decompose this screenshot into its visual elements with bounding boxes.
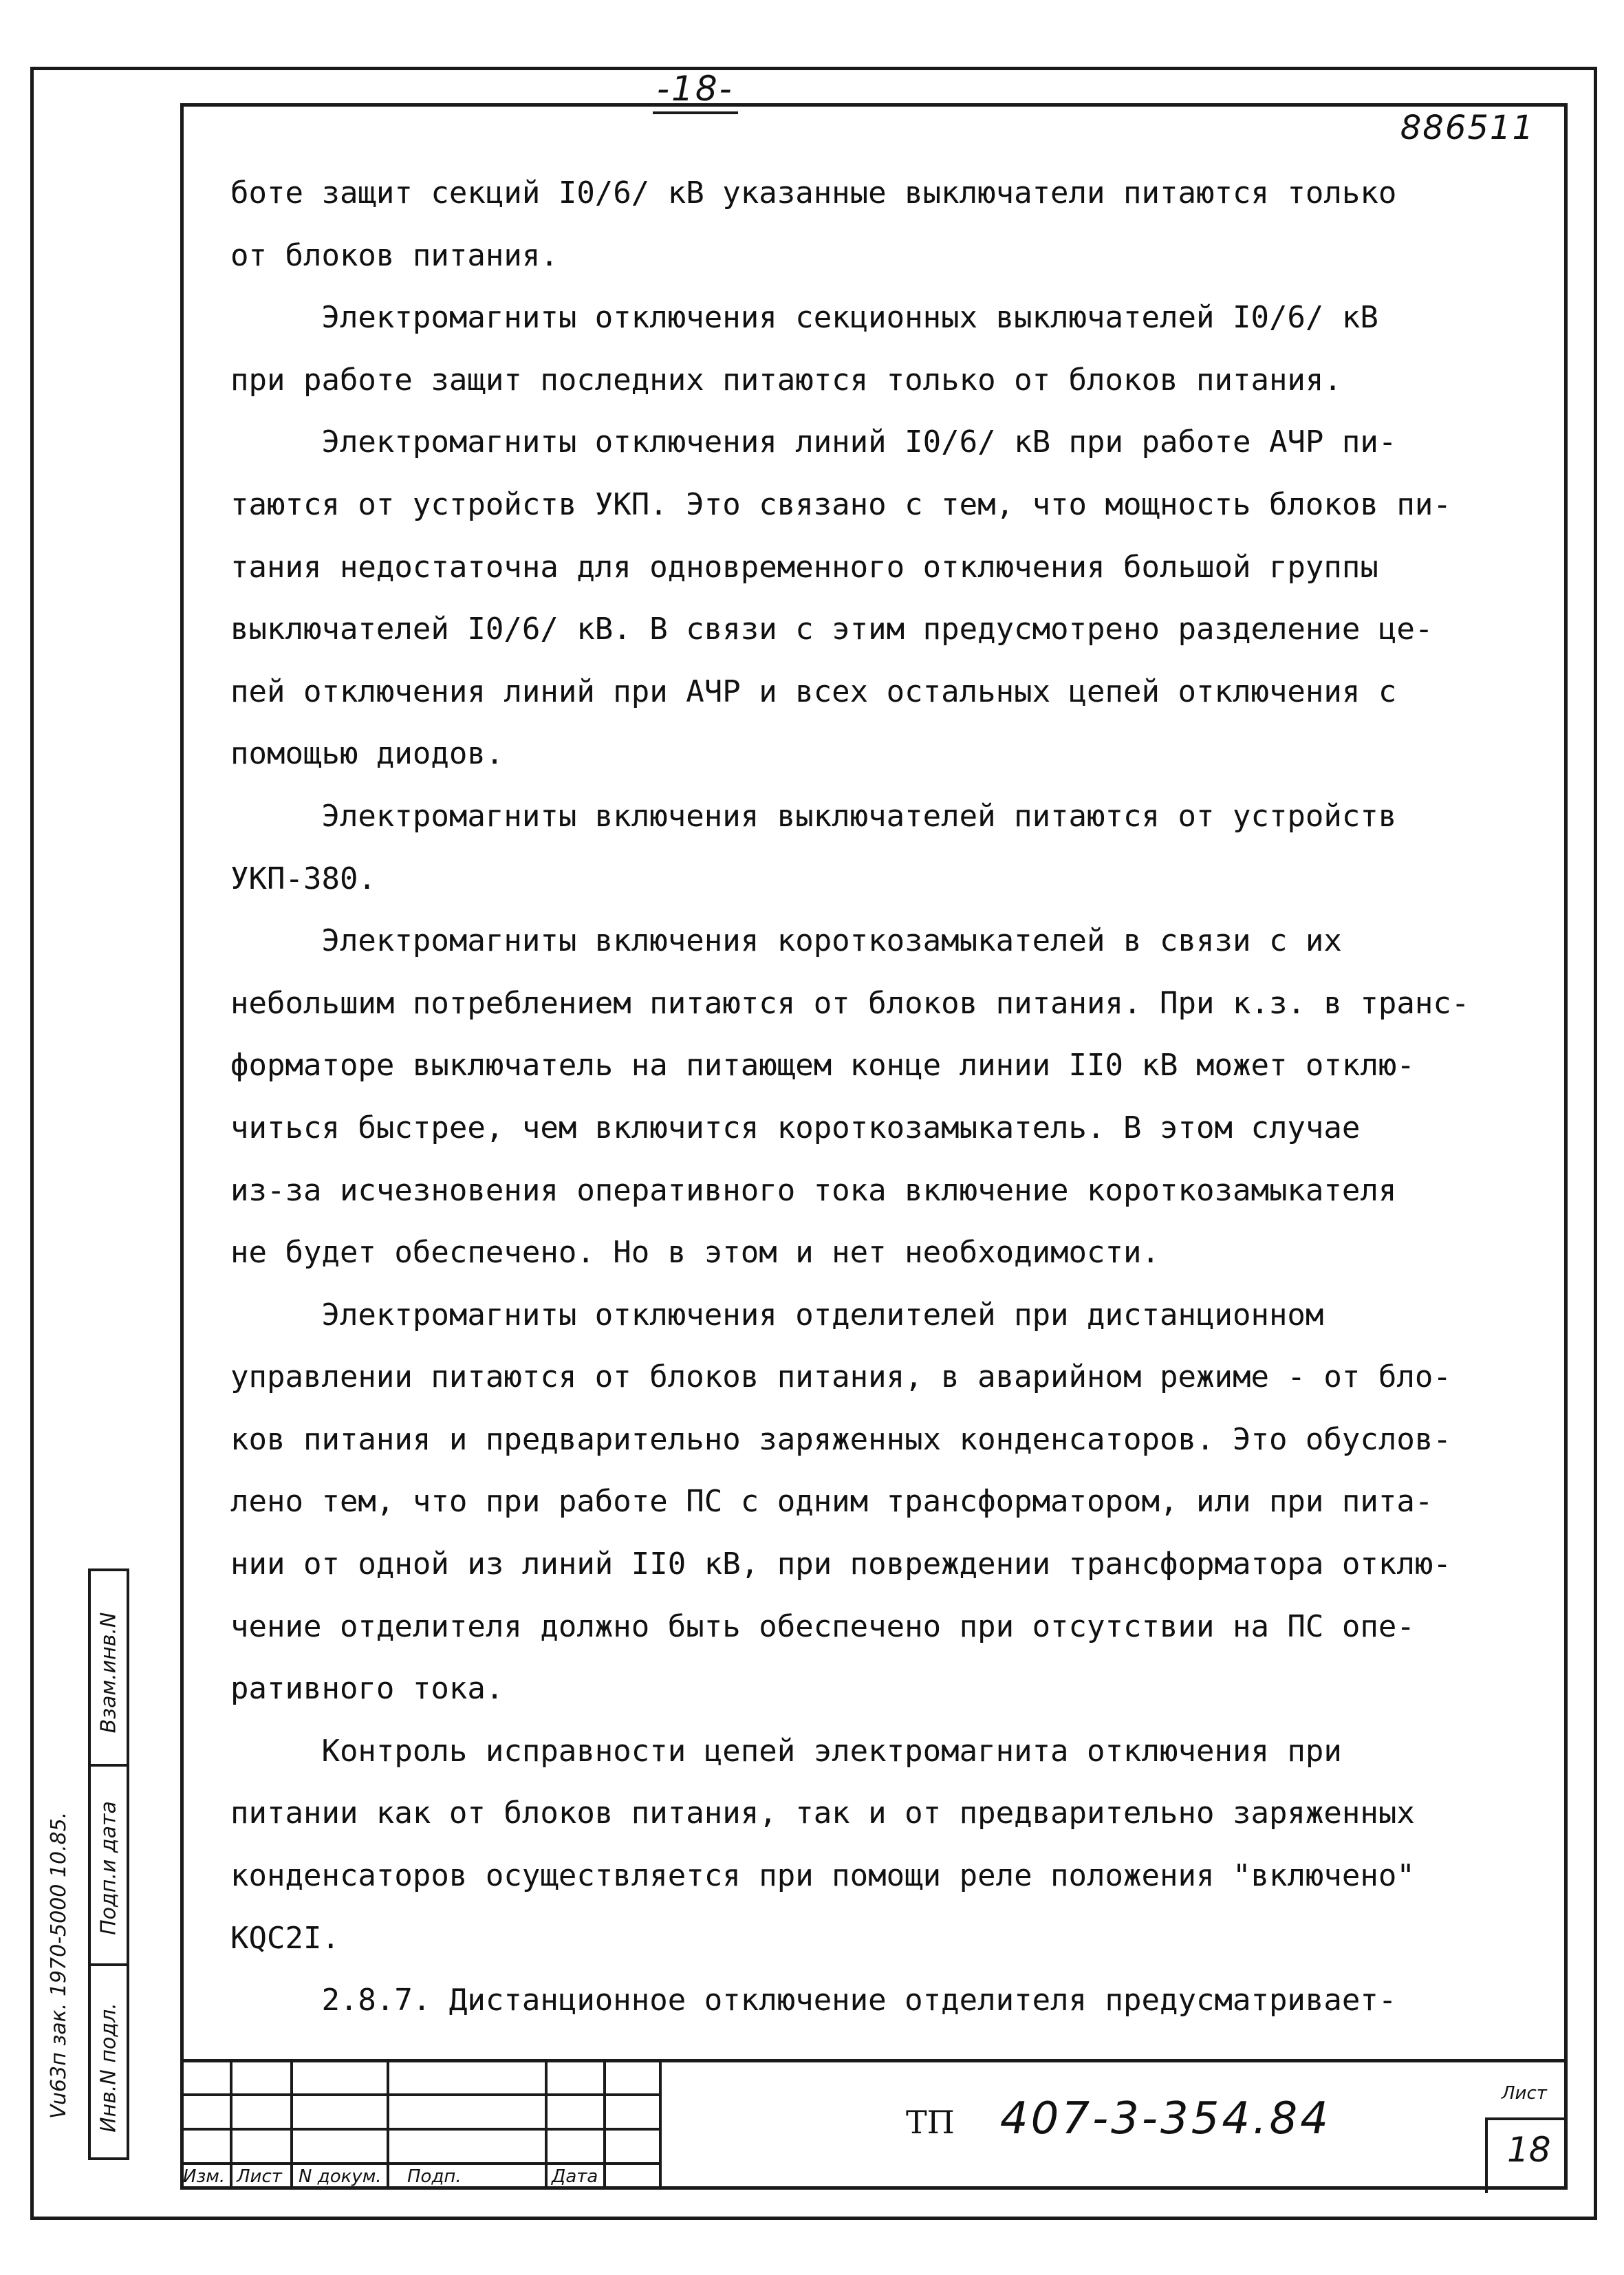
body-text-line: Электромагниты включения короткозамыкателей в связи с их bbox=[230, 923, 1342, 959]
document-code-prefix: ТП bbox=[906, 2104, 955, 2141]
body-text-line: чение отделителя должно быть обеспечено при отсутствии на ПС опе- bbox=[230, 1608, 1415, 1644]
title-block-row-line bbox=[180, 2093, 662, 2096]
column-label-sheet: Лист bbox=[237, 2166, 282, 2187]
page-number bbox=[657, 69, 734, 109]
body-text-line: боте защит секций I0/6/ кВ указанные выключатели питаются только bbox=[230, 175, 1397, 211]
body-text-line: Электромагниты отключения линий I0/6/ кВ при работе АЧР пи- bbox=[230, 424, 1397, 460]
column-label-date: Дата bbox=[552, 2166, 598, 2187]
title-block-col-line bbox=[603, 2062, 606, 2190]
body-text-line: KQC2I. bbox=[230, 1920, 340, 1956]
body-text-line: лено тем, что при работе ПС с одним трансформатором, или при пита- bbox=[230, 1484, 1433, 1520]
sheet-number-box bbox=[1485, 2083, 1568, 2193]
body-text-line: читься быстрее, чем включится короткозамыкатель. В этом случае bbox=[230, 1110, 1361, 1145]
sheet-number: 18 bbox=[1507, 2130, 1551, 2170]
title-block-row-line bbox=[180, 2128, 662, 2131]
body-text-line: выключателей I0/6/ кВ. В связи с этим предусмотрено разделение це- bbox=[230, 612, 1433, 647]
side-stamp-cell-inventory bbox=[91, 1963, 127, 2166]
sheet-label: Лист bbox=[1502, 2083, 1547, 2104]
title-block-col-line bbox=[387, 2062, 389, 2190]
title-block-row-line bbox=[180, 2162, 662, 2165]
side-stamp-label-inventory: Инв.N подл. bbox=[96, 2003, 121, 2133]
body-text-line: управлении питаются от блоков питания, в аварийном режиме - от бло- bbox=[230, 1359, 1451, 1395]
title-block-col-line bbox=[230, 2062, 232, 2190]
body-text-line: ков питания и предварительно заряженных конденсаторов. Это обуслов- bbox=[230, 1421, 1451, 1457]
body-text-line: Электромагниты отключения отделителей при дистанционном bbox=[230, 1297, 1324, 1333]
side-stamp-label-signature: Подп.и дата bbox=[96, 1801, 121, 1935]
column-label-signature: Подп. bbox=[407, 2166, 462, 2187]
side-stamp-label-replacement: Взам.инв.N bbox=[96, 1612, 121, 1734]
body-text-line: небольшим потреблением питаются от блоков питания. При к.з. в транс- bbox=[230, 985, 1470, 1021]
body-text-line: при работе защит последних питаются только от блоков питания. bbox=[230, 362, 1342, 398]
sheet-box-divider bbox=[1488, 2117, 1568, 2120]
page-number-underline bbox=[653, 111, 738, 114]
body-text-line: ративного тока. bbox=[230, 1671, 504, 1707]
document-code-number: 407-3-354.84 bbox=[999, 2093, 1331, 2144]
side-stamp-cell-signature bbox=[91, 1764, 127, 1966]
column-label-doc-number: N докум. bbox=[299, 2166, 382, 2187]
body-text-line: тания недостаточна для одновременного отключения большой группы bbox=[230, 549, 1378, 585]
body-text-line: УКП-380. bbox=[230, 861, 376, 896]
body-text-line: Контроль исправности цепей электромагнита отключения при bbox=[230, 1733, 1342, 1769]
body-text-line: нии от одной из линий II0 кВ, при повреждении трансформатора отклю- bbox=[230, 1546, 1451, 1582]
title-block-col-line bbox=[290, 2062, 293, 2190]
document-code bbox=[906, 2093, 1331, 2144]
body-text-line: пей отключения линий при АЧР и всех остальных цепей отключения с bbox=[230, 673, 1397, 709]
title-block bbox=[180, 2059, 1568, 2190]
vertical-handwritten-note: Vu63п зак. 1970-5000 10.85. bbox=[47, 1811, 71, 2119]
title-block-col-line bbox=[659, 2062, 662, 2190]
side-stamp bbox=[88, 1568, 129, 2160]
body-text-line: 2.8.7. Дистанционное отключение отделителя предусматривает- bbox=[230, 1983, 1397, 2018]
body-text-line: конденсаторов осуществляется при помощи реле положения "включено" bbox=[230, 1858, 1415, 1894]
body-text-line: помощью диодов. bbox=[230, 736, 504, 772]
body-text-line: не будет обеспечено. Но в этом и нет необходимости. bbox=[230, 1235, 1160, 1271]
body-text-line: Электромагниты отключения секционных выключателей I0/6/ кВ bbox=[230, 300, 1378, 336]
archive-number: 886511 bbox=[1400, 109, 1535, 147]
body-text-line: форматоре выключатель на питающем конце линии II0 кВ может отклю- bbox=[230, 1048, 1415, 1083]
body-text-line: от блоков питания. bbox=[230, 237, 559, 273]
body-text-line: таются от устройств УКП. Это связано с тем, что мощность блоков пи- bbox=[230, 486, 1451, 522]
title-block-grid bbox=[180, 2062, 662, 2190]
page-number-text: -18- bbox=[657, 69, 734, 109]
body-text-line: из-за исчезновения оперативного тока включение короткозамыкателя bbox=[230, 1172, 1397, 1208]
body-text-line: Электромагниты включения выключателей питаются от устройств bbox=[230, 798, 1397, 834]
side-stamp-cell-replacement bbox=[91, 1571, 127, 1764]
column-label-change: Изм. bbox=[183, 2166, 226, 2187]
document-body-text bbox=[230, 162, 1558, 2032]
body-text-line: питании как от блоков питания, так и от предварительно заряженных bbox=[230, 1796, 1415, 1831]
title-block-col-line bbox=[545, 2062, 548, 2190]
